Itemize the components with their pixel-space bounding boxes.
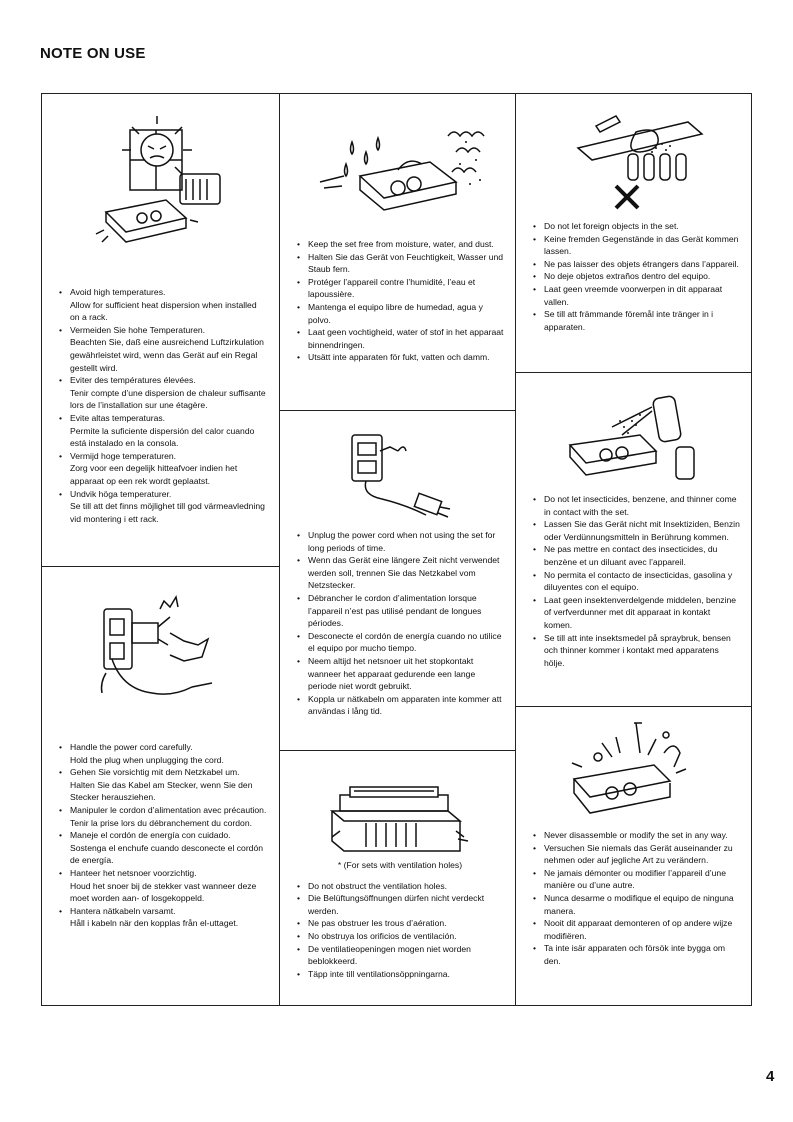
foreign-objects-icon xyxy=(516,104,752,216)
list-item: • Vermeiden Sie hohe Temperaturen. Beachten Sie, daß eine ausreichend Luftzirkulation gewährleistet wird, wenn das Gerät auf ein Regal gestellt wird. xyxy=(58,324,267,374)
list-item: • Avoid high temperatures. Allow for sufficient heat dispersion when installed on a rack. xyxy=(58,286,267,324)
vent-illustration xyxy=(280,775,516,855)
list-item: • Neem altijd het netsnoer uit het stopkontakt wanneer het apparaat gedurende een lange periode niet wordt gebruikt. xyxy=(296,655,504,693)
disassemble-text xyxy=(532,829,740,968)
tools-screwdriver-icon xyxy=(516,713,752,823)
list-item: • Do not let insecticides, benzene, and thinner come in contact with the set. xyxy=(532,493,740,518)
vent-note: * (For sets with ventilation holes) xyxy=(337,860,463,870)
list-item: • Maneje el cordón de energía con cuidado. Sostenga el enchufe cuando desconecte el cordón de energía. xyxy=(58,829,267,867)
list-item: • Mantenga el equipo libre de humedad, agua y polvo. xyxy=(296,301,504,326)
heat-text xyxy=(58,286,267,525)
moisture-text xyxy=(296,238,504,364)
list-item: • No permita el contacto de insecticidas, gasolina y diluyentes con el equipo. xyxy=(532,569,740,594)
cord-illustration xyxy=(42,589,279,709)
page-title: NOTE ON USE xyxy=(40,45,146,62)
list-item: • Handle the power cord carefully. Hold the plug when unplugging the cord. xyxy=(58,741,267,766)
list-item: • Ne pas obstruer les trous d’aération. xyxy=(296,917,504,930)
unplug-illustration xyxy=(280,425,516,525)
list-item: • Eviter des températures élevées. Tenir compte d’une dispersion de chaleur suffisante lors de l’installation sur une étagère. xyxy=(58,374,267,412)
column-middle xyxy=(279,94,516,1005)
list-item: • Hanteer het netsnoer voorzichtig. Houd het snoer bij de stekker vast wanneer deze moet worden aan- of losgekoppeld. xyxy=(58,867,267,905)
list-item: • Ne pas mettre en contact des insecticides, du benzène et un diluant avec l’appareil. xyxy=(532,543,740,568)
column-right xyxy=(515,94,752,1005)
list-item: • Ne jamais démonter ou modifier l’appareil d’une manière ou d’une autre. xyxy=(532,867,740,892)
list-item: • Vermijd hoge temperaturen. Zorg voor een degelijk hitteafvoer indien het apparaat op een rek wordt geplaatst. xyxy=(58,450,267,488)
list-item: • Täpp inte till ventilationsöppningarna. xyxy=(296,968,504,981)
covered-vents-icon xyxy=(280,775,516,855)
list-item: • Manipuler le cordon d’alimentation avec précaution. Tenir la prise lors du débranchement du cordon. xyxy=(58,804,267,829)
list-item: • De ventilatieopeningen mogen niet worden beblokkeerd. xyxy=(296,943,504,968)
list-item: • Never disassemble or modify the set in any way. xyxy=(532,829,740,842)
list-item: • Koppla ur nätkabeln om apparaten inte kommer att användas i lång tid. xyxy=(296,693,504,718)
list-item: • Utsätt inte apparaten för fukt, vatten och damm. xyxy=(296,351,504,364)
list-item: • Undvik höga temperaturer. Se till att det finns möjlighet till god värmeavledning vid montering i ett rack. xyxy=(58,488,267,526)
list-item: • Laat geen vochtigheid, water of stof in het apparaat binnendringen. xyxy=(296,326,504,351)
list-item: • Nunca desarme o modifique el equipo de ninguna manera. xyxy=(532,892,740,917)
cord-text xyxy=(58,741,267,930)
list-item: • No obstruya los orificios de ventilación. xyxy=(296,930,504,943)
foreign-text xyxy=(532,220,740,333)
vent-text xyxy=(296,859,504,980)
disassemble-illustration xyxy=(516,713,752,823)
list-item: • Hantera nätkabeln varsamt. Håll i kabeln när den kopplas från el-uttaget. xyxy=(58,905,267,930)
list-item: • Unplug the power cord when not using the set for long periods of time. xyxy=(296,529,504,554)
list-item: • Se till att inte insektsmedel på spraybruk, bensen och thinner kommer i kontakt med apparatens hölje. xyxy=(532,632,740,670)
cell-disassemble xyxy=(516,706,752,1006)
notice-grid xyxy=(41,93,752,1006)
list-item: • Do not obstruct the ventilation holes. xyxy=(296,880,504,893)
list-item: • Laat geen vreemde voorwerpen in dit apparaat vallen. xyxy=(532,283,740,308)
list-item: • Wenn das Gerät eine längere Zeit nicht verwendet werden soll, trennen Sie das Netzkabel vom Netzstecker. xyxy=(296,554,504,592)
list-item: • Evite altas temperaturas. Permite la suficiente dispersión del calor cuando está instalado en la consola. xyxy=(58,412,267,450)
insecticide-text xyxy=(532,493,740,669)
list-item: • Ta inte isär apparaten och försök inte bygga om den. xyxy=(532,942,740,967)
cell-heat xyxy=(42,94,279,566)
list-item: • Halten Sie das Gerät von Feuchtigkeit, Wasser und Staub fern. xyxy=(296,251,504,276)
cell-cord xyxy=(42,566,279,1006)
unplug-text xyxy=(296,529,504,718)
column-left xyxy=(42,94,279,1005)
list-item: • Débrancher le cordon d’alimentation lorsque l’appareil n’est pas utilisé pendant de longues périodes. xyxy=(296,592,504,630)
list-item: • Versuchen Sie niemals das Gerät auseinander zu nehmen oder auf jegliche Art zu verändern. xyxy=(532,842,740,867)
list-item: • Se till att främmande föremål inte tränger in i apparaten. xyxy=(532,308,740,333)
moisture-illustration xyxy=(280,112,516,232)
list-item: • Protéger l’appareil contre l’humidité, l’eau et lapoussière. xyxy=(296,276,504,301)
outlet-plug-icon xyxy=(280,425,516,525)
cell-unplug xyxy=(280,410,516,751)
cell-vent xyxy=(280,750,516,1006)
water-dust-icon xyxy=(280,112,516,232)
list-item: • Keep the set free from moisture, water, and dust. xyxy=(296,238,504,251)
list-item: • Die Belüftungsöffnungen dürfen nicht verdeckt werden. xyxy=(296,892,504,917)
hand-plug-icon xyxy=(42,589,279,709)
list-item: • Nooit dit apparaat demonteren of op andere wijze modifiëren. xyxy=(532,917,740,942)
list-item: • Do not let foreign objects in the set. xyxy=(532,220,740,233)
insecticide-illustration xyxy=(516,381,752,491)
cell-moisture xyxy=(280,94,516,410)
page-number: 4 xyxy=(766,1068,775,1085)
heat-illustration xyxy=(42,112,279,252)
list-item: • Ne pas laisser des objets étrangers dans l’appareil. xyxy=(532,258,740,271)
list-item: • Gehen Sie vorsichtig mit dem Netzkabel um. Halten Sie das Kabel am Stecker, wenn Sie den Stecker herausziehen. xyxy=(58,766,267,804)
list-item: • Lassen Sie das Gerät nicht mit Insektiziden, Benzin oder Verdünnungsmitteln in Berührung kommen. xyxy=(532,518,740,543)
list-item: • Desconecte el cordón de energía cuando no utilice el equipo por mucho tiempo. xyxy=(296,630,504,655)
list-item: • Laat geen insektenverdelgende middelen, benzine of verfverdunner met dit apparaat in kontakt komen. xyxy=(532,594,740,632)
cell-foreign xyxy=(516,94,752,372)
list-item: • No deje objetos extraños dentro del equipo. xyxy=(532,270,740,283)
sun-heater-icon xyxy=(42,112,279,252)
foreign-illustration xyxy=(516,104,752,216)
list-item: • Keine fremden Gegenstände in das Gerät kommen lassen. xyxy=(532,233,740,258)
cell-insecticide xyxy=(516,372,752,707)
spray-can-icon xyxy=(516,381,752,491)
